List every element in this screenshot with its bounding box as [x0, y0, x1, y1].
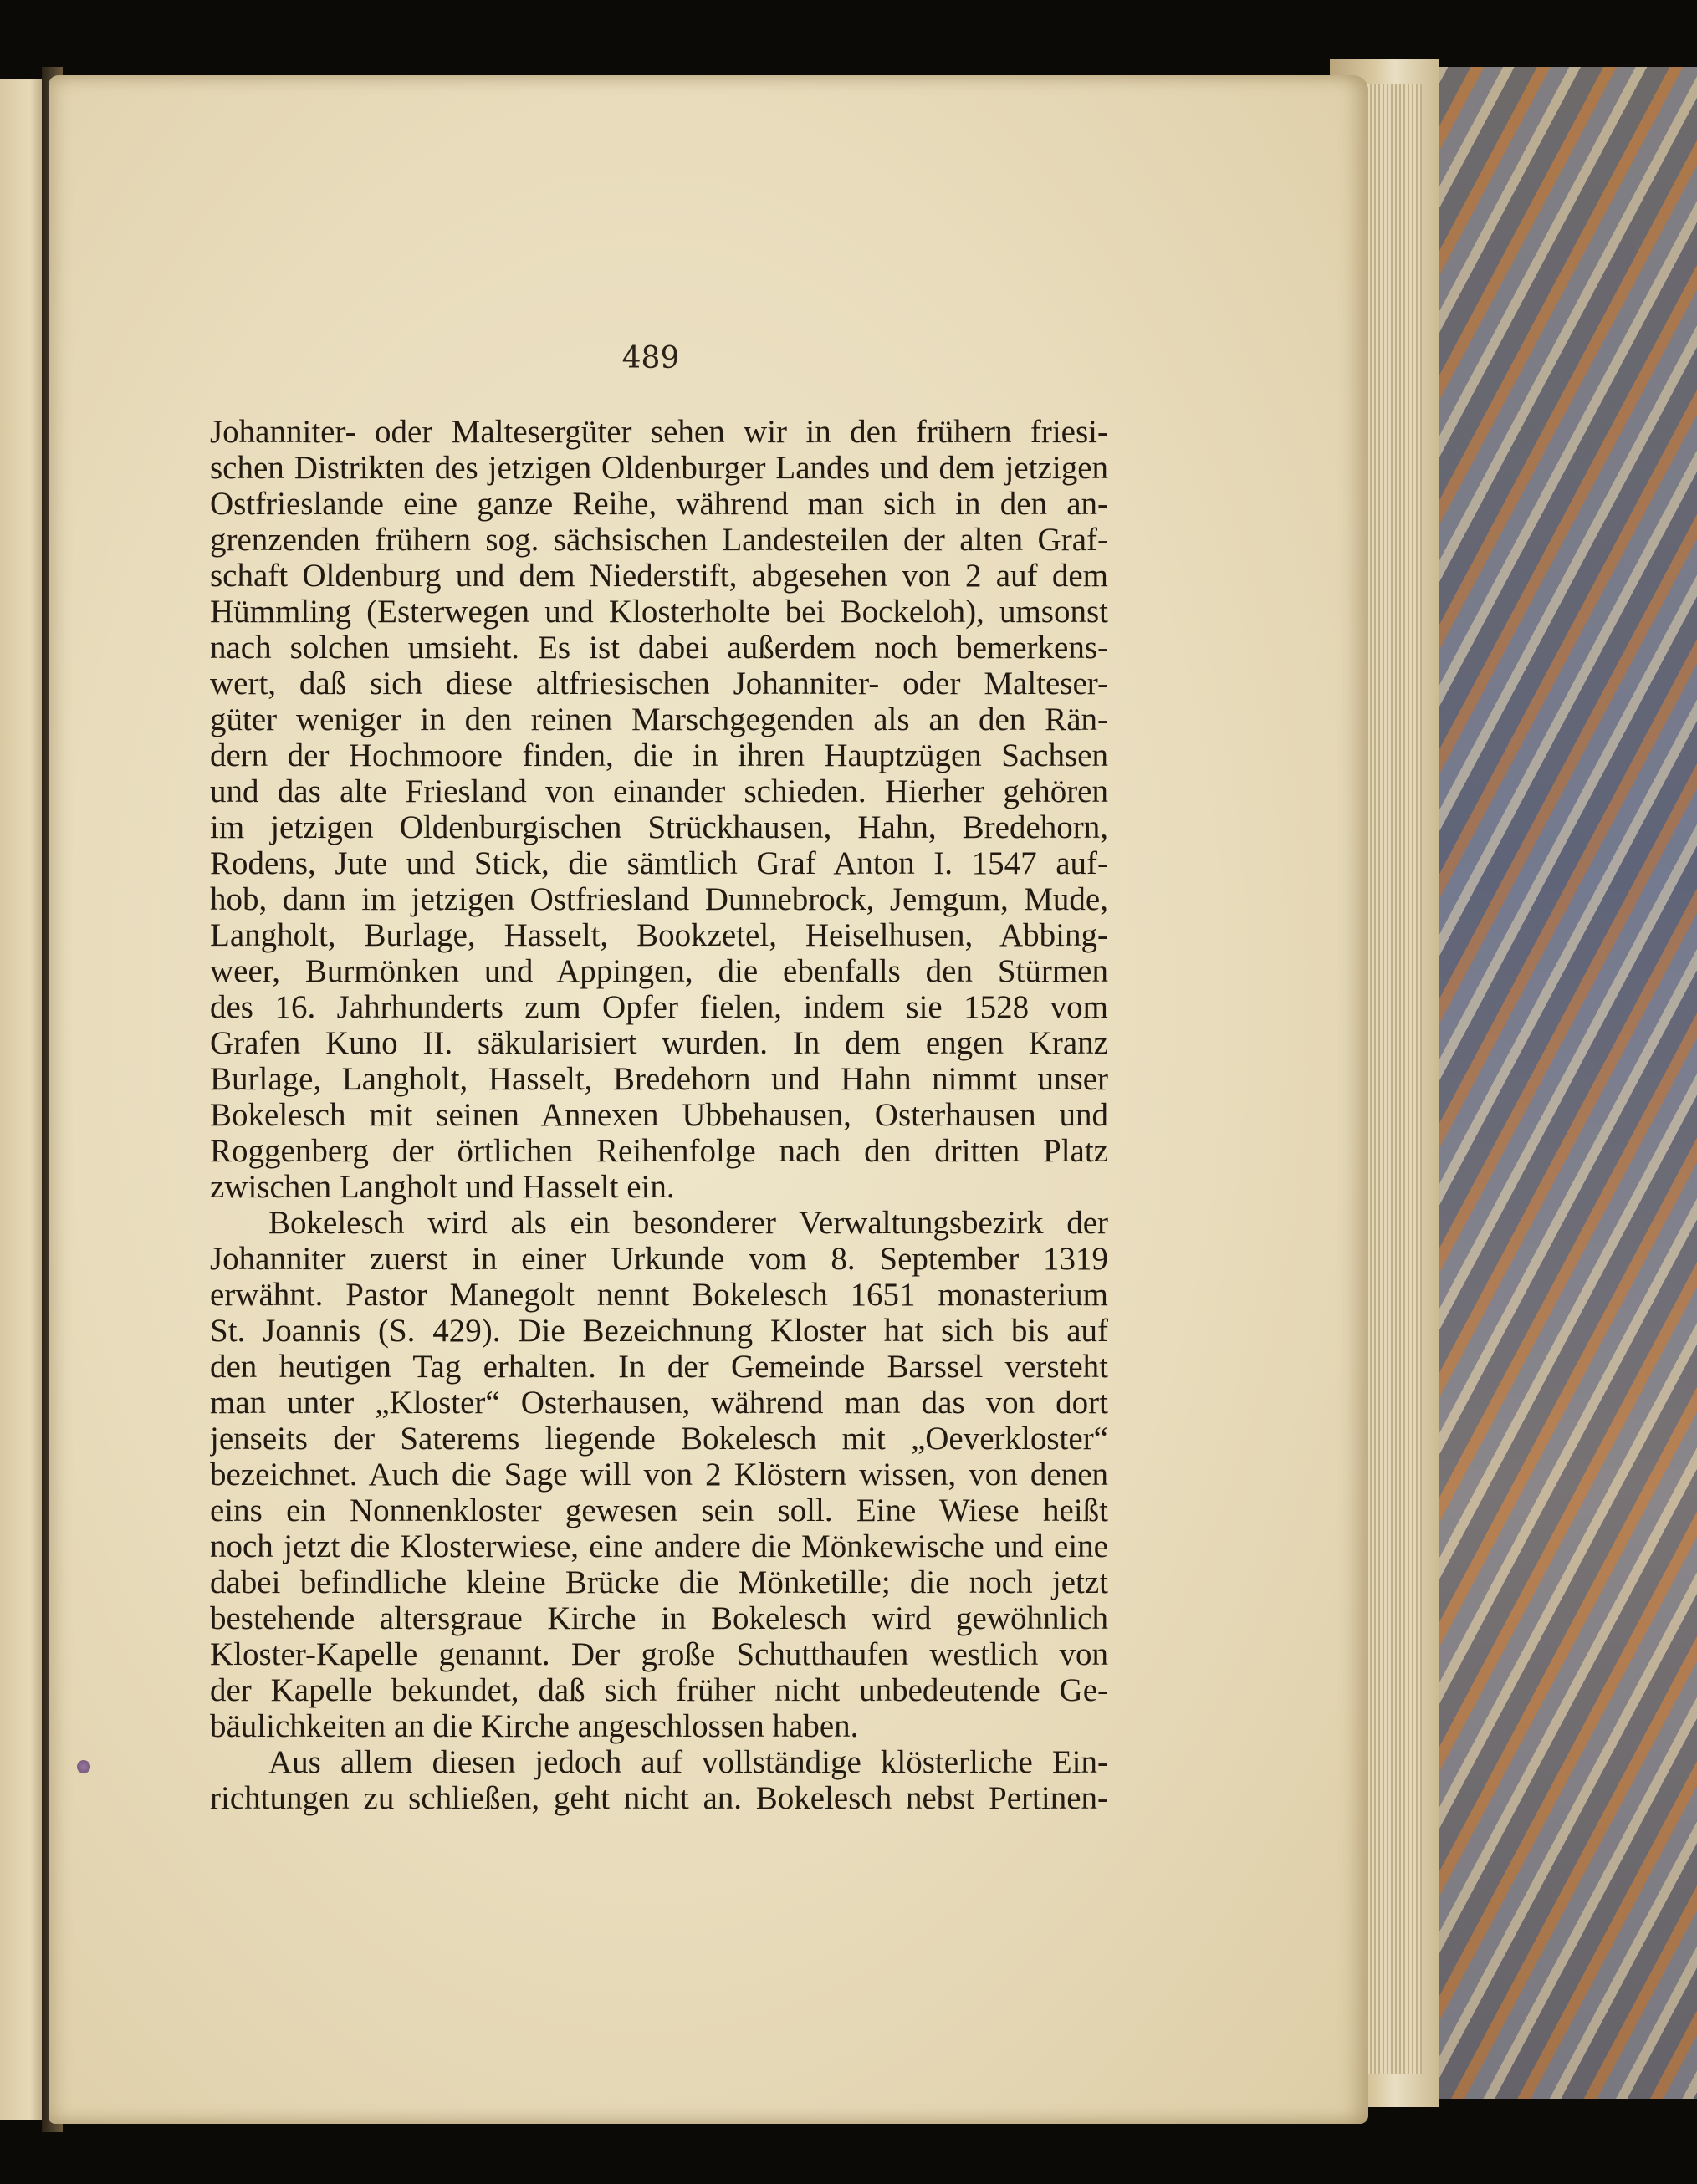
text-line: nach solchen umsieht. Es ist dabei außerdem noch bemerkens- — [210, 630, 1108, 666]
text-line: und das alte Friesland von einander schieden. Hierher gehören — [210, 773, 1108, 809]
text-line: Aus allem diesen jedoch auf vollständige klösterliche Ein- — [268, 1744, 1108, 1780]
text-line: bestehende altersgraue Kirche in Bokelesch wird gewöhnlich — [210, 1600, 1108, 1636]
text-line: Kloster-Kapelle genannt. Der große Schutthaufen westlich von — [210, 1636, 1108, 1672]
text-line: grenzenden frühern sog. sächsischen Landesteilen der alten Graf- — [210, 522, 1108, 558]
text-line: bäulichkeiten an die Kirche angeschlossen haben. — [210, 1708, 859, 1744]
text-line: Johanniter- oder Maltesergüter sehen wir in den frühern friesi- — [210, 414, 1108, 450]
text-line: Bokelesch mit seinen Annexen Ubbehausen, Osterhausen und — [210, 1097, 1108, 1133]
text-line: Rodens, Jute und Stick, die sämtlich Graf Anton I. 1547 auf- — [210, 845, 1108, 881]
text-line: zwischen Langholt und Hasselt ein. — [210, 1169, 675, 1205]
text-line: im jetzigen Oldenburgischen Strückhausen, Hahn, Bredehorn, — [210, 809, 1108, 845]
text-line: Roggenberg der örtlichen Reihenfolge nach den dritten Platz — [210, 1133, 1108, 1169]
text-line: Grafen Kuno II. säkularisiert wurden. In dem engen Kranz — [210, 1025, 1108, 1061]
ink-spot — [77, 1760, 90, 1773]
text-line: Bokelesch wird als ein besonderer Verwaltungsbezirk der — [268, 1205, 1108, 1241]
text-line: wert, daß sich diese altfriesischen Johanniter- oder Malteser- — [210, 666, 1108, 702]
text-line: bezeichnet. Auch die Sage will von 2 Klöstern wissen, von denen — [210, 1457, 1108, 1493]
text-line: schen Distrikten des jetzigen Oldenburger Landes und dem jetzigen — [210, 450, 1108, 486]
text-line: Langholt, Burlage, Hasselt, Bookzetel, Heiselhusen, Abbing- — [210, 917, 1108, 953]
text-line: des 16. Jahrhunderts zum Opfer fielen, indem sie 1528 vom — [210, 989, 1108, 1025]
text-line: schaft Oldenburg und dem Niederstift, abgesehen von 2 auf dem — [210, 558, 1108, 594]
text-line: erwähnt. Pastor Manegolt nennt Bokelesch 1651 monasterium — [210, 1277, 1108, 1313]
text-line: der Kapelle bekundet, daß sich früher nicht unbedeutende Ge- — [210, 1672, 1108, 1708]
text-line: richtungen zu schließen, geht nicht an. Bokelesch nebst Pertinen- — [210, 1780, 1108, 1816]
text-line: eins ein Nonnenkloster gewesen sein soll. Eine Wiese heißt — [210, 1493, 1108, 1528]
text-line: dern der Hochmoore finden, die in ihren Hauptzügen Sachsen — [210, 737, 1108, 773]
text-line: Hümmling (Esterwegen und Klosterholte bei Bockeloh), umsonst — [210, 594, 1108, 630]
text-line: Johanniter zuerst in einer Urkunde vom 8. September 1319 — [210, 1241, 1108, 1277]
book-page — [49, 75, 1368, 2124]
text-line: noch jetzt die Klosterwiese, eine andere die Mönkewische und eine — [210, 1528, 1108, 1564]
text-line: St. Joannis (S. 429). Die Bezeichnung Kloster hat sich bis auf — [210, 1313, 1108, 1349]
text-line: jenseits der Saterems liegende Bokelesch mit „Oeverkloster“ — [210, 1421, 1108, 1457]
text-line: hob, dann im jetzigen Ostfriesland Dunnebrock, Jemgum, Mude, — [210, 881, 1108, 917]
text-line: weer, Burmönken und Appingen, die ebenfalls den Stürmen — [210, 953, 1108, 989]
text-line: Ostfrieslande eine ganze Reihe, während man sich in den an- — [210, 486, 1108, 522]
text-line: den heutigen Tag erhalten. In der Gemeinde Barssel versteht — [210, 1349, 1108, 1385]
text-line: güter weniger in den reinen Marschgegenden als an den Rän- — [210, 702, 1108, 737]
body-text — [210, 414, 1108, 1816]
page-number: 489 — [621, 341, 680, 375]
text-line: dabei befindliche kleine Brücke die Mönketille; die noch jetzt — [210, 1564, 1108, 1600]
text-line: man unter „Kloster“ Osterhausen, während man das von dort — [210, 1385, 1108, 1421]
text-line: Burlage, Langholt, Hasselt, Bredehorn und Hahn nimmt unser — [210, 1061, 1108, 1097]
